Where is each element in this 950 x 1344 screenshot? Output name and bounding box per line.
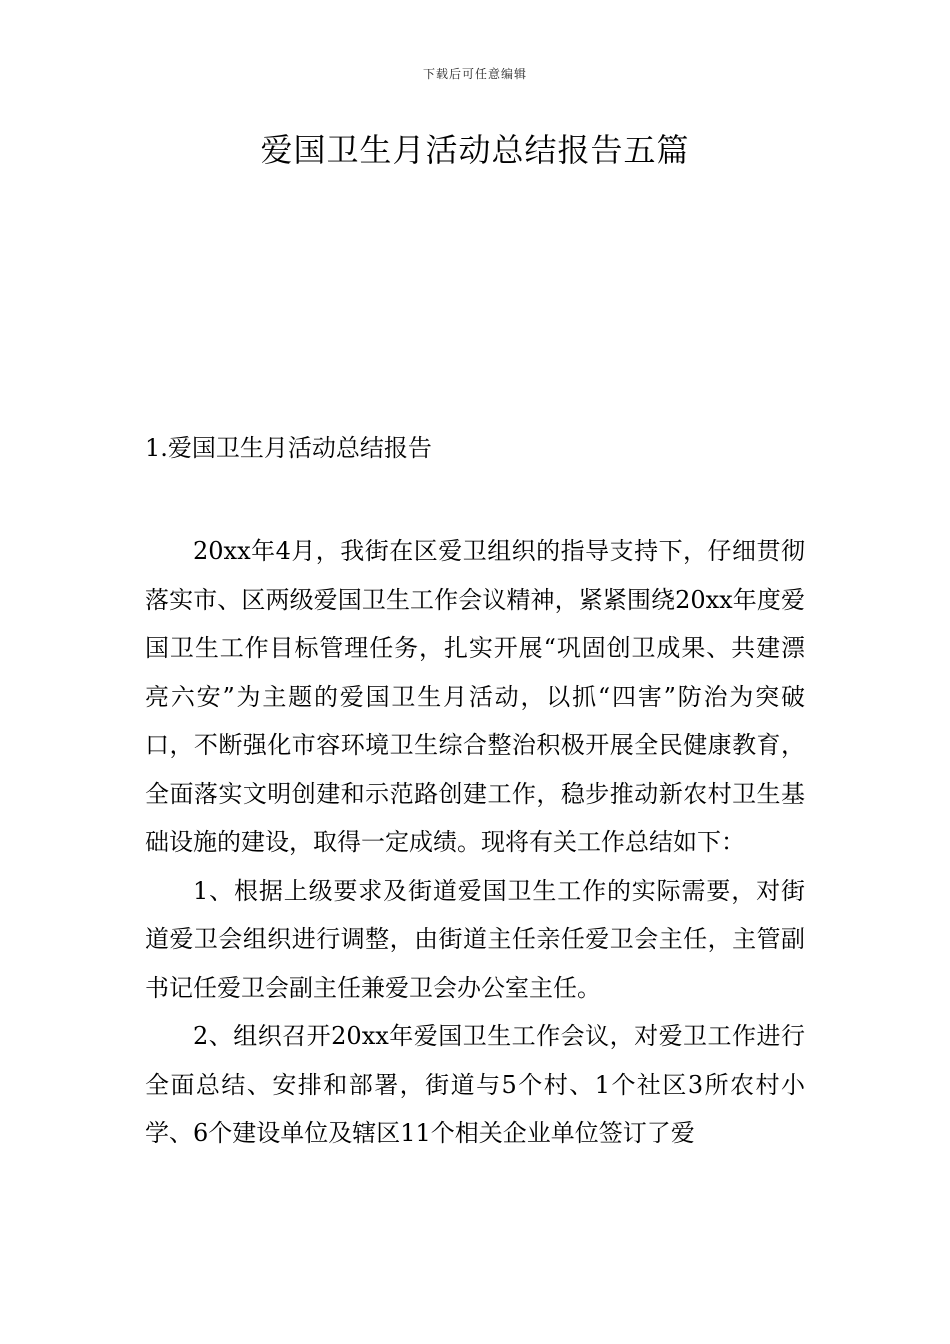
paragraph: 2、组织召开20xx年爱国卫生工作会议，对爱卫工作进行全面总结、安排和部署，街道与5个村、1个社区3所农村小学、6个建设单位及辖区11个相关企业单位签订了爱 bbox=[145, 1022, 805, 1147]
body-text bbox=[145, 527, 805, 1158]
header-note: 下载后可任意编辑 bbox=[422, 67, 527, 81]
paragraph: 20xx年4月，我街在区爱卫组织的指导支持下，仔细贯彻落实市、区两级爱国卫生工作会议精神，紧紧围绕20xx年度爱国卫生工作目标管理任务，扎实开展“巩固创卫成果、共建漂亮六安”为主题的爱国卫生月活动，以抓“四害”防治为突破口，不断强化市容环境卫生综合整治积极开展全民健康教育，全面落实文明创建和示范路创建工作，稳步推动新农村卫生基础设施的建设，取得一定成绩。现将有关工作总结如下： bbox=[145, 537, 805, 856]
paragraph: 1、根据上级要求及街道爱国卫生工作的实际需要，对街道爱卫会组织进行调整，由街道主任亲任爱卫会主任，主管副书记任爱卫会副主任兼爱卫会办公室主任。 bbox=[145, 876, 805, 1002]
document-title: 爱国卫生月活动总结报告五篇 bbox=[260, 131, 690, 169]
section-heading: 1.爱国卫生月活动总结报告 bbox=[145, 434, 432, 462]
